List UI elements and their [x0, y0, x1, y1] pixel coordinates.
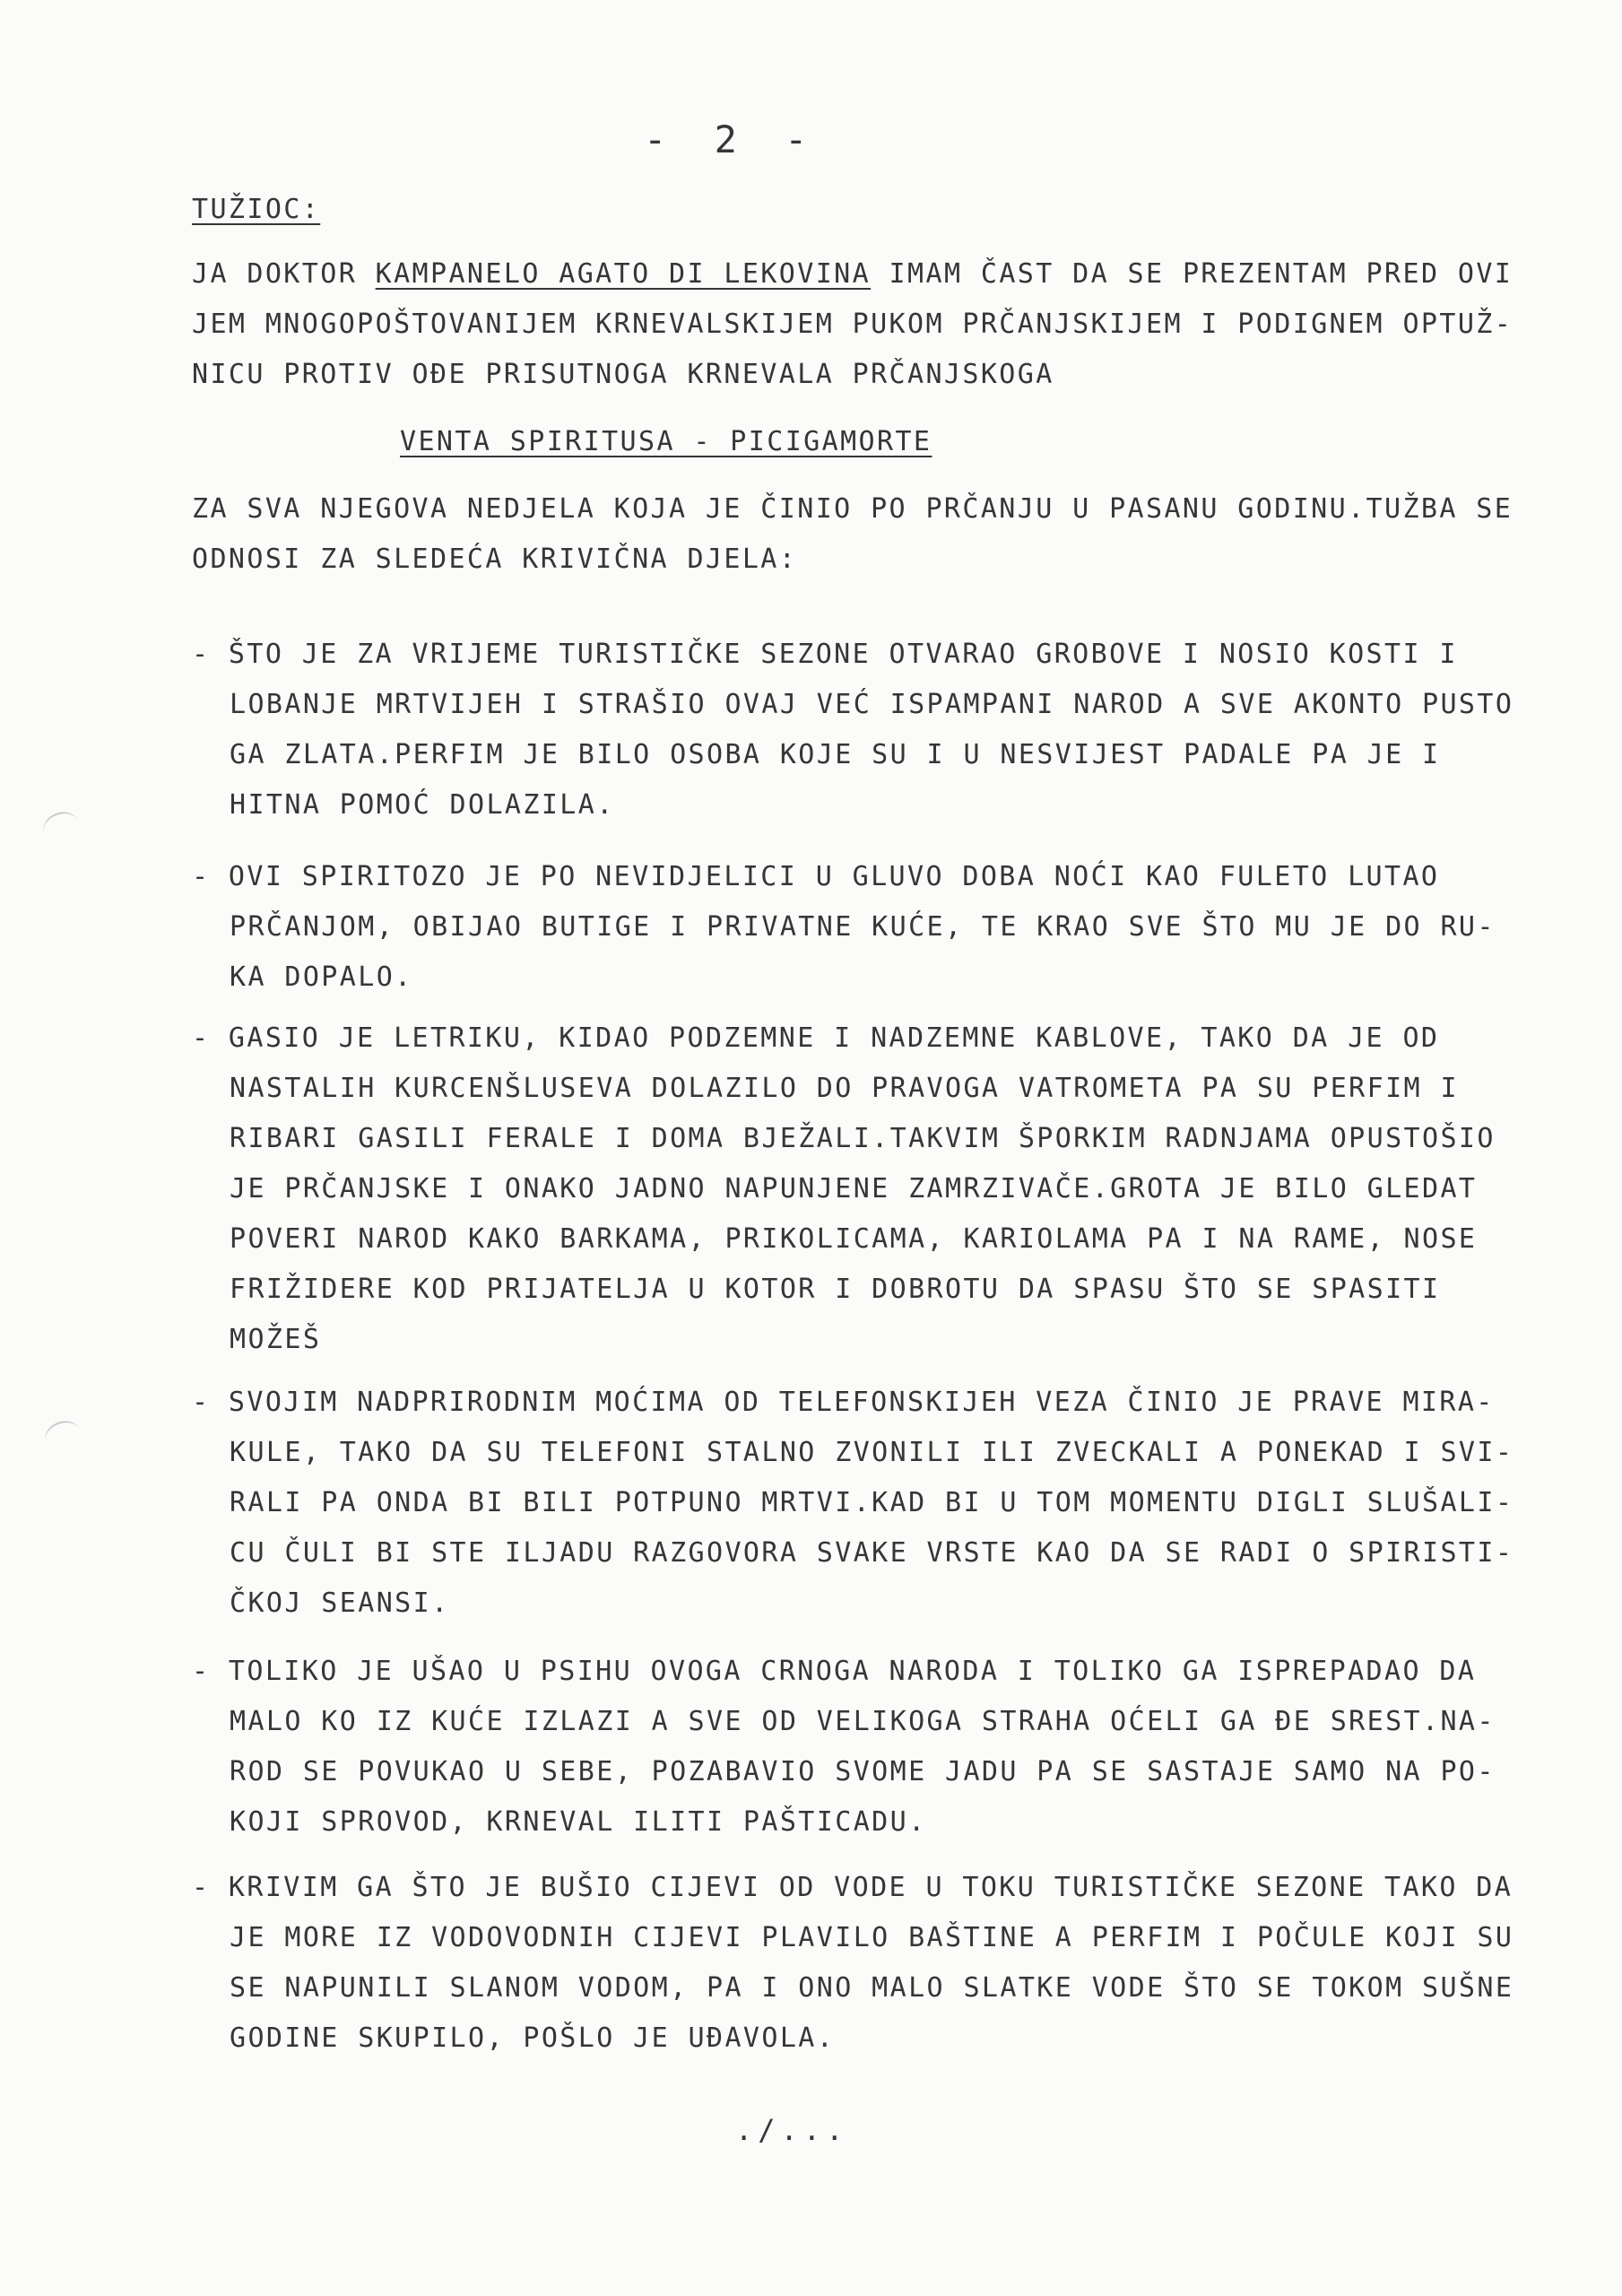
intro-line-1-pre: JA DOKTOR: [192, 258, 376, 290]
charges-intro-line-1: ZA SVA NJEGOVA NEDJELA KOJA JE ČINIO PO PRČANJU U PASANU GODINU.TUŽBA SE: [192, 493, 1514, 525]
intro-line-1: [192, 249, 1513, 300]
charge-line: KA DOPALO.: [230, 961, 413, 993]
charge-line: PRČANJOM, OBIJAO BUTIGE I PRIVATNE KUĆE, TE KRAO SVE ŠTO MU JE DO RU-: [230, 911, 1496, 943]
charge-item: [192, 1863, 1514, 2064]
intro-line-1-post: IMAM ČAST DA SE PREZENTAM PRED OVI: [871, 258, 1514, 290]
charge-line: JE PRČANJSKE I ONAKO JADNO NAPUNJENE ZAMRZIVAČE.GROTA JE BILO GLEDAT: [230, 1173, 1478, 1205]
punch-hole-mark: [41, 1416, 85, 1456]
charge-line: - GASIO JE LETRIKU, KIDAO PODZEMNE I NADZEMNE KABLOVE, TAKO DA JE OD: [192, 1022, 1440, 1054]
charge-line: - SVOJIM NADPRIRODNIM MOĆIMA OD TELEFONSKIJEH VEZA ČINIO JE PRAVE MIRA-: [192, 1387, 1495, 1418]
charge-item: [192, 1013, 1496, 1365]
charge-line: - TOLIKO JE UŠAO U PSIHU OVOGA CRNOGA NARODA I TOLIKO GA ISPREPADAO DA: [192, 1656, 1477, 1687]
charge-line: GA ZLATA.PERFIM JE BILO OSOBA KOJE SU I U NESVIJEST PADALE PA JE I: [230, 739, 1441, 770]
charge-line: POVERI NAROD KAKO BARKAMA, PRIKOLICAMA, KARIOLAMA PA I NA RAME, NOSE: [230, 1223, 1478, 1255]
charges-intro-line-2: ODNOSI ZA SLEDEĆA KRIVIČNA DJELA:: [192, 544, 798, 575]
speaker-heading: TUŽIOC:: [192, 194, 321, 225]
intro-paragraph: [192, 249, 1513, 400]
charges-intro-paragraph: [192, 484, 1513, 585]
intro-line-3: NICU PROTIV OĐE PRISUTNOGA KRNEVALA PRČANJSKOGA: [192, 359, 1054, 390]
charge-line: - OVI SPIRITOZO JE PO NEVIDJELICI U GLUVO DOBA NOĆI KAO FULETO LUTAO: [192, 861, 1440, 892]
punch-hole-mark: [39, 807, 83, 847]
charge-line: CU ČULI BI STE ILJADU RAZGOVORA SVAKE VRSTE KAO DA SE RADI O SPIRISTI-: [230, 1537, 1514, 1569]
charge-item: [192, 1378, 1514, 1629]
charge-line: SE NAPUNILI SLANOM VODOM, PA I ONO MALO SLATKE VODE ŠTO SE TOKOM SUŠNE: [230, 1972, 1514, 2004]
charge-line: MALO KO IZ KUĆE IZLAZI A SVE OD VELIKOGA STRAHA OĆELI GA ĐE SREST.NA-: [230, 1706, 1496, 1737]
charge-line: MOŽEŠ: [230, 1324, 322, 1355]
charge-line: ČKOJ SEANSI.: [230, 1587, 450, 1619]
charge-line: HITNA POMOĆ DOLAZILA.: [230, 789, 615, 821]
charge-item: [192, 1647, 1496, 1848]
prosecutor-name: KAMPANELO AGATO DI LEKOVINA: [375, 258, 872, 290]
charge-line: JE MORE IZ VODOVODNIH CIJEVI PLAVILO BAŠTINE A PERFIM I POČULE KOJI SU: [230, 1922, 1514, 1953]
charge-line: LOBANJE MRTVIJEH I STRAŠIO OVAJ VEĆ ISPAMPANI NAROD A SVE AKONTO PUSTO: [230, 689, 1514, 720]
charge-line: FRIŽIDERE KOD PRIJATELJA U KOTOR I DOBROTU DA SPASU ŠTO SE SPASITI: [230, 1274, 1441, 1305]
charge-line: KOJI SPROVOD, KRNEVAL ILITI PAŠTICADU.: [230, 1806, 927, 1838]
charge-line: RALI PA ONDA BI BILI POTPUNO MRTVI.KAD BI U TOM MOMENTU DIGLI SLUŠALI-: [230, 1487, 1514, 1518]
intro-line-2: JEM MNOGOPOŠTOVANIJEM KRNEVALSKIJEM PUKOM PRČANJSKIJEM I PODIGNEM OPTUŽ-: [192, 309, 1514, 340]
charge-line: ROD SE POVUKAO U SEBE, POZABAVIO SVOME JADU PA SE SASTAJE SAMO NA PO-: [230, 1756, 1496, 1787]
charge-line: NASTALIH KURCENŠLUSEVA DOLAZILO DO PRAVOGA VATROMETA PA SU PERFIM I: [230, 1073, 1459, 1104]
charge-line: RIBARI GASILI FERALE I DOMA BJEŽALI.TAKVIM ŠPORKIM RADNJAMA OPUSTOŠIO: [230, 1123, 1496, 1154]
charge-line: GODINE SKUPILO, POŠLO JE UĐAVOLA.: [230, 2022, 836, 2054]
charge-line: KULE, TAKO DA SU TELEFONI STALNO ZVONILI ILI ZVECKALI A PONEKAD I SVI-: [230, 1437, 1514, 1468]
charge-line: - KRIVIM GA ŠTO JE BUŠIO CIJEVI OD VODE U TOKU TURISTIČKE SEZONE TAKO DA: [192, 1872, 1514, 1903]
accused-name: VENTA SPIRITUSA - PICIGAMORTE: [400, 426, 932, 457]
page-number: - 2 -: [644, 117, 820, 161]
continuation-mark: ./...: [735, 2113, 849, 2147]
charge-line: - ŠTO JE ZA VRIJEME TURISTIČKE SEZONE OTVARAO GROBOVE I NOSIO KOSTI I: [192, 639, 1458, 670]
charge-item: [192, 630, 1514, 831]
charge-item: [192, 852, 1496, 1003]
